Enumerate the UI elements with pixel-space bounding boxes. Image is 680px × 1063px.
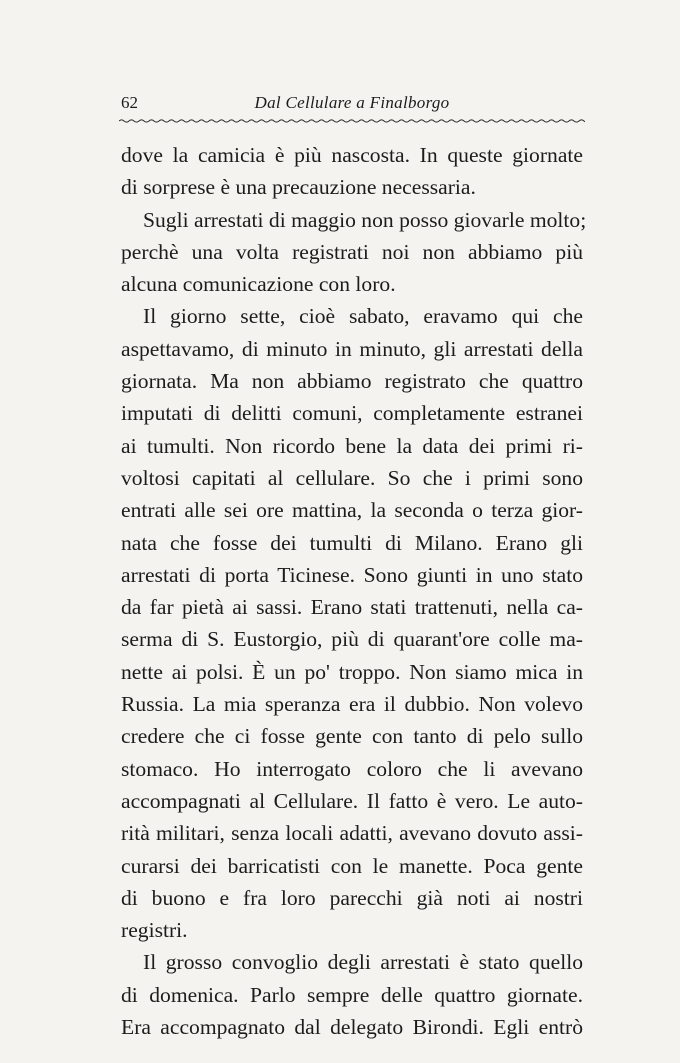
- text-line: di domenica. Parlo sempre delle quattro giornate.: [121, 982, 583, 1007]
- text-line: accompagnati al Cellulare. Il fatto è vero. Le auto-: [121, 788, 583, 813]
- text-line: nata che fosse dei tumulti di Milano. Erano gli: [121, 530, 583, 555]
- text-line: nette ai polsi. È un po' troppo. Non siamo mica in: [121, 659, 583, 684]
- text-line: stomaco. Ho interrogato coloro che li avevano: [121, 756, 583, 781]
- text-line: curarsi dei barricatisti con le manette. Poca gente: [121, 853, 583, 878]
- running-title: Dal Cellulare a Finalborgo: [254, 93, 450, 112]
- text-line: credere che ci fosse gente con tanto di pelo sullo: [121, 724, 583, 749]
- ornamental-wavy-rule: [119, 117, 585, 125]
- text-line: Russia. La mia speranza era il dubbio. Non volevo: [121, 692, 583, 717]
- text-line: voltosi capitati al cellulare. So che i primi sono: [121, 465, 583, 490]
- text-line: di buono e fra loro parecchi già noti ai nostri: [121, 885, 583, 910]
- text-line: rità militari, senza locali adatti, avevano dovuto assi-: [121, 821, 583, 846]
- text-line: Era accompagnato dal delegato Birondi. Egli entrò: [121, 1015, 583, 1040]
- text-line: Sugli arrestati di maggio non posso giovarle molto;: [143, 207, 587, 232]
- text-line: da far pietà ai sassi. Erano stati trattenuti, nella ca-: [121, 595, 583, 620]
- text-line: ai tumulti. Non ricordo bene la data dei primi ri-: [121, 433, 583, 458]
- page-number: 62: [121, 93, 138, 112]
- text-line: Il giorno sette, cioè sabato, eravamo qui che: [143, 304, 583, 329]
- text-line: di sorprese è una precauzione necessaria.: [121, 175, 476, 200]
- text-line: giornata. Ma non abbiamo registrato che quattro: [121, 369, 583, 394]
- text-line: Il grosso convoglio degli arrestati è stato quello: [143, 950, 583, 975]
- text-line: serma di S. Eustorgio, più di quarant'ore colle ma-: [121, 627, 583, 652]
- text-line: entrati alle sei ore mattina, la seconda o terza gior-: [121, 498, 583, 523]
- text-line: perchè una volta registrati noi non abbiamo più: [121, 239, 583, 264]
- text-line: imputati di delitti comuni, completamente estranei: [121, 401, 583, 426]
- page-header: [121, 93, 583, 115]
- text-line: aspettavamo, di minuto in minuto, gli arrestati della: [121, 336, 583, 361]
- text-line: registri.: [121, 918, 188, 943]
- body-text: [121, 139, 587, 1043]
- text-line: arrestati di porta Ticinese. Sono giunti in uno stato: [121, 562, 583, 587]
- text-line: alcuna comunicazione con loro.: [121, 272, 396, 297]
- text-line: dove la camicia è più nascosta. In queste giornate: [121, 143, 583, 167]
